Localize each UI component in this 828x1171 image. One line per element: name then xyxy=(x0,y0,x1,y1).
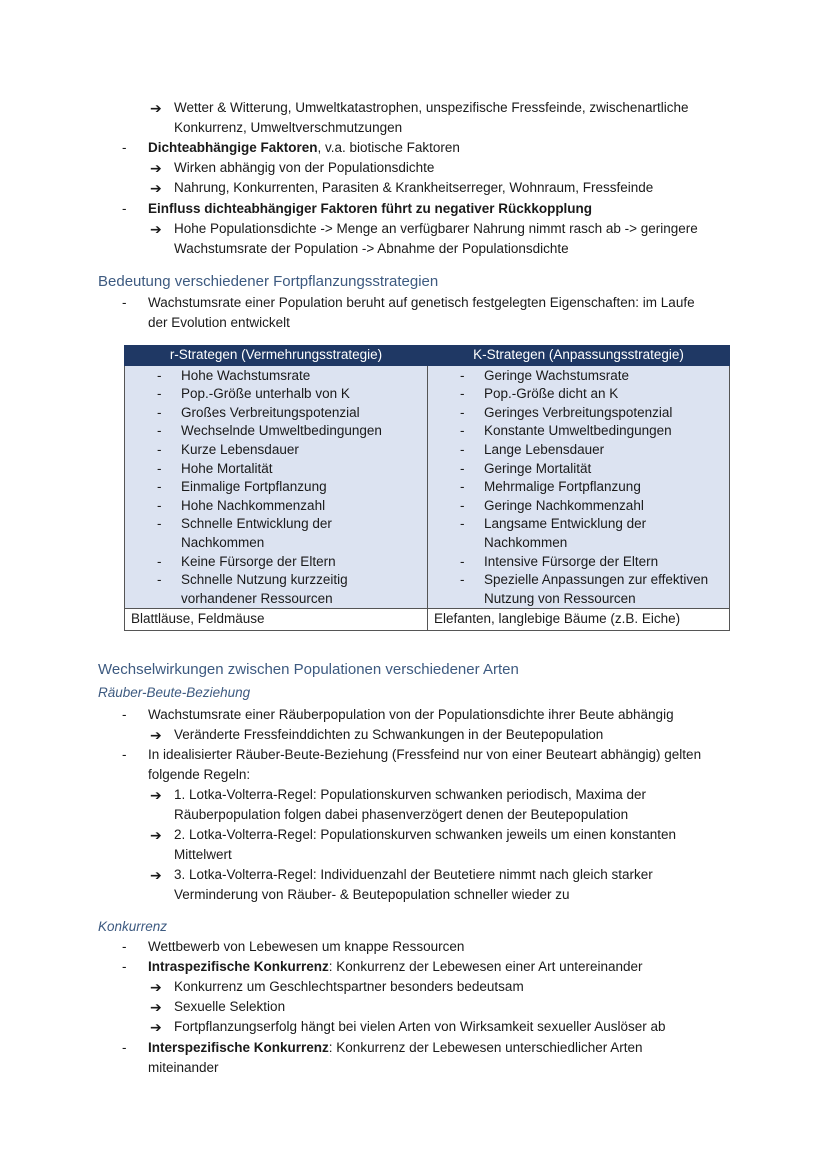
arrow-icon: ➔ xyxy=(150,979,162,995)
table-list-item: vorhandener Ressourcen xyxy=(181,590,333,606)
table-list-item: - Kurze Lebensdauer xyxy=(125,441,427,460)
arrow-icon: ➔ xyxy=(150,221,162,237)
table-header-r: r-Strategen (Vermehrungsstrategie) xyxy=(125,346,428,366)
table-list-item: Nachkommen xyxy=(484,534,568,550)
dash-bullet: - xyxy=(460,553,465,569)
dash-bullet: - xyxy=(122,959,127,974)
table-row xyxy=(125,609,730,631)
dash-bullet: - xyxy=(157,479,162,495)
table-header-row xyxy=(125,346,730,366)
table-list-item: - Schnelle Nutzung kurzzeitig xyxy=(125,571,427,590)
dash-bullet: - xyxy=(460,404,465,420)
dash-bullet: - xyxy=(122,1040,127,1055)
dash-bullet: - xyxy=(460,516,465,532)
arrow-icon: ➔ xyxy=(150,867,162,883)
dash-bullet: - xyxy=(460,572,465,588)
dash-bullet: - xyxy=(460,479,465,495)
k-example-cell: Elefanten, langlebige Bäume (z.B. Eiche) xyxy=(428,609,730,631)
dash-bullet: - xyxy=(157,404,162,420)
arrow-icon: ➔ xyxy=(150,1019,162,1035)
table-list-item: - Konstante Umweltbedingungen xyxy=(428,422,729,441)
table-list-item: - Hohe Wachstumsrate xyxy=(125,367,427,386)
dash-bullet: - xyxy=(122,939,127,954)
dash-bullet: - xyxy=(157,497,162,513)
dash-bullet: - xyxy=(157,572,162,588)
dash-bullet: - xyxy=(157,460,162,476)
dash-bullet: - xyxy=(460,497,465,513)
table-list-item: - Einmalige Fortpflanzung xyxy=(125,478,427,497)
arrow-icon: ➔ xyxy=(150,100,162,116)
subsection-heading: Konkurrenz xyxy=(98,919,168,934)
arrow-icon: ➔ xyxy=(150,827,162,843)
dash-bullet: - xyxy=(157,423,162,439)
table-list-item: - Lange Lebensdauer xyxy=(428,441,729,460)
dash-bullet: - xyxy=(460,441,465,457)
dash-bullet: - xyxy=(122,747,127,762)
arrow-icon: ➔ xyxy=(150,999,162,1015)
dash-bullet: - xyxy=(122,201,127,216)
dash-bullet: - xyxy=(122,140,127,155)
table-list-item: Nachkommen xyxy=(181,534,265,550)
dash-bullet: - xyxy=(460,423,465,439)
k-strategy-cell xyxy=(428,365,730,609)
dash-bullet: - xyxy=(460,460,465,476)
table-list-item: - Mehrmalige Fortpflanzung xyxy=(428,478,729,497)
arrow-icon: ➔ xyxy=(150,787,162,803)
r-example-cell: Blattläuse, Feldmäuse xyxy=(125,609,428,631)
table-list-item: - Pop.-Größe unterhalb von K xyxy=(125,385,427,404)
table-list-item: - Hohe Mortalität xyxy=(125,460,427,479)
table-list-item: - Wechselnde Umweltbedingungen xyxy=(125,422,427,441)
table-list-item: - Pop.-Größe dicht an K xyxy=(428,385,729,404)
strategy-table xyxy=(124,345,730,631)
subsection-heading: Räuber-Beute-Beziehung xyxy=(98,685,251,700)
dash-bullet: - xyxy=(460,367,465,383)
table-list-item: - Intensive Fürsorge der Eltern xyxy=(428,553,729,572)
r-strategy-cell xyxy=(125,365,428,609)
table-list-item: - Geringe Wachstumsrate xyxy=(428,367,729,386)
dash-bullet: - xyxy=(157,516,162,532)
arrow-icon: ➔ xyxy=(150,180,162,196)
document-page: ➔ Wetter & Witterung, Umweltkatastrophen, unspezifische Fressfeinde, zwischenartliche Konkurrenz, Umweltverschmutzungen - Dichteabhängige Faktoren, v.a. biotische Faktoren ➔ Wirken abhängig von der Populationsdichte ➔ Nahrung, Konkurrenten, Parasiten & Krankheitserreger, Wohnraum, Fressfeinde - Einfluss dichteabhängiger Faktoren führt zu negativer Rückkopplung ➔ Hohe Populationsdichte -> Menge an verfügbarer Nahrung nimmt rasch ab -> geringere Wachstumsrate der Population -> Abnahme der Populationsdichte Bedeutung verschiedener Fortpflanzungsstrategien - Wachstumsrate einer Population beruht auf genetisch festgelegten Eigenschaften: im Laufe der Evolution entwickelt r-Strategen (Vermehrungsstrategie) K-Strategen (Anpassungsstrategie) - Hohe Wachstumsrate - Pop.-Größe unterhalb von K - Großes Verbreitungspotenzial - Wechselnde Umweltbedingungen - Kurze Lebensdauer - Hohe Mortalität - Einmalige Fortpflanzung - Hohe Nachkommenzahl - Schnelle Entwicklung der Nachkommen - Keine Fürsorge der Eltern - Schnelle Nutzung kurzzeitig vorhandener Ressourcen - Geringe Wachstumsrate - Pop.-Größe dicht an K - Geringes Verbreitungspotenzial - Konstante Umweltbedingungen - Lange Lebensdauer - Geringe Mortalität - Mehrmalige Fortpflanzung - Geringe Nachkommenzahl - Langsame Entwicklung der Nachkommen - Intensive Fürsorge der Eltern - Spezielle Anpassungen zur effektiven Nutzung von Ressourcen Blattläuse, Feldmäuse Elefanten, langlebige Bäume (z.B. Eiche) Wechselwirkungen zwischen Populationen verschiedener Arten Räuber-Beute-Beziehung - Wachstumsrate einer Räuberpopulation von der Populationsdichte ihrer Beute abhängig ➔ Veränderte Fressfeinddichten zu Schwankungen in der Beutepopulation - In idealisierter Räuber-Beute-Beziehung (Fressfeind nur von einer Beuteart abhängig) gelten folgende Regeln: ➔ 1. Lotka-Volterra-Regel: Populationskurven schwanken periodisch, Maxima der Räuberpopulation folgen dabei phasenverzögert denen der Beutepopulation ➔ 2. Lotka-Volterra-Regel: Populationskurven schwanken jeweils um einen konstanten Mittelwert ➔ 3. Lotka-Volterra-Regel: Individuenzahl der Beutetiere nimmt nach gleich starker Verminderung von Räuber- & Beutepopulation schneller wieder zu Konkurrenz - Wettbewerb von Lebewesen um knappe Ressourcen - Intraspezifische Konkurrenz: Konkurrenz der Lebewesen einer Art untereinander ➔ Konkurrenz um Geschlechtspartner besonders bedeutsam ➔ Sexuelle Selektion ➔ Fortpflanzungserfolg hängt bei vielen Arten von Wirksamkeit sexueller Auslöser ab - Interspezifische Konkurrenz: Konkurrenz der Lebewesen unterschiedlicher Arten miteinander xyxy=(0,0,828,1171)
table-list-item: - Schnelle Entwicklung der xyxy=(125,515,427,534)
arrow-icon: ➔ xyxy=(150,727,162,743)
dash-bullet: - xyxy=(157,441,162,457)
table-list-item: - Großes Verbreitungspotenzial xyxy=(125,404,427,423)
dash-bullet: - xyxy=(157,367,162,383)
dash-bullet: - xyxy=(122,295,127,310)
table-list-item: - Geringe Nachkommenzahl xyxy=(428,497,729,516)
table-list-item: Nutzung von Ressourcen xyxy=(484,590,636,606)
table-list-item: - Geringes Verbreitungspotenzial xyxy=(428,404,729,423)
dash-bullet: - xyxy=(122,707,127,722)
table-list-item: - Spezielle Anpassungen zur effektiven xyxy=(428,571,729,590)
section-heading: Bedeutung verschiedener Fortpflanzungsstrategien xyxy=(98,273,439,290)
table-row xyxy=(125,365,730,609)
table-list-item: - Hohe Nachkommenzahl xyxy=(125,497,427,516)
table-header-k: K-Strategen (Anpassungsstrategie) xyxy=(428,346,730,366)
table-list-item: - Langsame Entwicklung der xyxy=(428,515,729,534)
table-list-item: - Keine Fürsorge der Eltern xyxy=(125,553,427,572)
table-list-item: - Geringe Mortalität xyxy=(428,460,729,479)
section-heading: Wechselwirkungen zwischen Populationen verschiedener Arten xyxy=(98,661,519,678)
dash-bullet: - xyxy=(460,386,465,402)
dash-bullet: - xyxy=(157,553,162,569)
arrow-icon: ➔ xyxy=(150,160,162,176)
dash-bullet: - xyxy=(157,386,162,402)
